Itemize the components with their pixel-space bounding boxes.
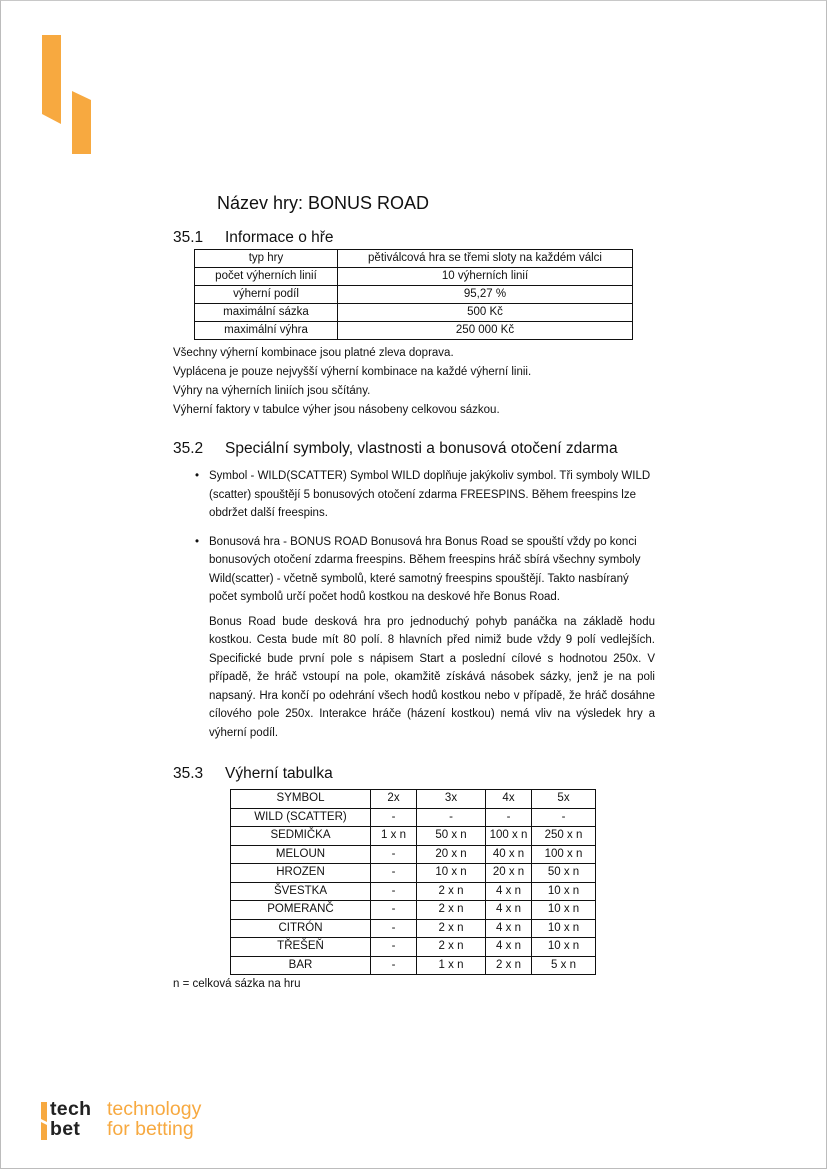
payout-cell: 10 x n	[532, 882, 596, 901]
payout-cell: -	[371, 901, 417, 920]
table-row	[231, 901, 596, 920]
payout-cell: 4 x n	[486, 938, 532, 957]
section-heading-35-2	[173, 440, 618, 458]
info-key: výherní podíl	[195, 286, 338, 304]
paytable-footnote: n = celková sázka na hru	[173, 978, 301, 990]
paytable	[230, 789, 596, 975]
payout-cell: 10 x n	[532, 938, 596, 957]
payout-cell: -	[371, 956, 417, 975]
payout-cell: 20 x n	[486, 864, 532, 883]
table-row	[231, 919, 596, 938]
symbol-cell: BAR	[231, 956, 371, 975]
section-title: Speciální symboly, vlastnosti a bonusová otočení zdarma	[225, 440, 618, 457]
payout-cell: -	[371, 808, 417, 827]
section-number: 35.1	[173, 229, 204, 246]
info-value: pětiválcová hra se třemi sloty na každém válci	[338, 250, 633, 268]
bullet-icon: •	[195, 470, 200, 482]
symbol-cell: ŠVESTKA	[231, 882, 371, 901]
section-heading-35-1	[173, 229, 334, 247]
payout-cell: 40 x n	[486, 845, 532, 864]
logo-bar-icon	[41, 1102, 47, 1140]
rule-line: Vyplácena je pouze nejvyšší výherní kombinace na každé výherní linii.	[173, 366, 532, 378]
rule-line: Všechny výherní kombinace jsou platné zleva doprava.	[173, 347, 454, 359]
payout-cell: 2 x n	[417, 919, 486, 938]
column-header: SYMBOL	[231, 790, 371, 809]
payout-cell: 10 x n	[417, 864, 486, 883]
column-header: 2x	[371, 790, 417, 809]
brand-mark-icon	[41, 34, 93, 156]
payout-cell: 2 x n	[417, 938, 486, 957]
info-key: počet výherních linií	[195, 268, 338, 286]
payout-cell: -	[371, 845, 417, 864]
payout-cell: -	[371, 938, 417, 957]
table-row	[195, 304, 633, 322]
payout-cell: 1 x n	[417, 956, 486, 975]
payout-cell: -	[371, 919, 417, 938]
bullet-text: Symbol - WILD(SCATTER) Symbol WILD doplňuje jakýkoliv symbol. Tři symboly WILD (scatter) spouštějí 5 bonusových otočení zdarma FREESPINS. Během freespins lze obdržet další freespins.	[209, 470, 651, 519]
table-row	[195, 250, 633, 268]
rules-list	[173, 344, 531, 420]
payout-cell: 2 x n	[417, 882, 486, 901]
payout-cell: -	[417, 808, 486, 827]
payout-cell: -	[371, 864, 417, 883]
symbol-cell: SEDMIČKA	[231, 827, 371, 846]
symbol-cell: HROZEN	[231, 864, 371, 883]
payout-cell: 10 x n	[532, 901, 596, 920]
payout-cell: -	[371, 882, 417, 901]
section-number: 35.3	[173, 765, 204, 782]
rule-line: Výherní faktory v tabulce výher jsou násobeny celkovou sázkou.	[173, 404, 500, 416]
payout-cell: 4 x n	[486, 882, 532, 901]
logo-tagline-2: for betting	[107, 1118, 194, 1140]
special-symbols-list	[193, 467, 655, 752]
section-title: Výherní tabulka	[225, 765, 333, 782]
payout-cell: 100 x n	[532, 845, 596, 864]
logo-tagline-1: technology	[107, 1098, 202, 1120]
payout-cell: 5 x n	[532, 956, 596, 975]
bullet-extra-text: Bonus Road bude desková hra pro jednoduchý pohyb panáčka na základě hodu kostkou. Cesta bude mít 80 polí. 8 hlavních před nimiž bude vždy 9 polí vedlejších. Specifické bude první pole s nápisem Start a poslední cílové s hodnotou 250x. V případě, že hráč vstoupí na pole, okamžitě získává násobek sázky, jenž je na poli napsaný. Hra končí po odehrání všech hodů kostkou nebo v případě, že hráč dosáhne cílového pole 250x. Interakce hráče (házení kostkou) nemá vliv na výsledek hry a výherní podíl.	[209, 615, 655, 739]
info-value: 10 výherních linií	[338, 268, 633, 286]
list-item	[193, 533, 655, 743]
table-row	[195, 286, 633, 304]
section-number: 35.2	[173, 440, 204, 457]
section-heading-35-3	[173, 765, 333, 783]
logo-word-bet: bet	[50, 1118, 81, 1140]
logo-word-tech: tech	[50, 1098, 92, 1120]
info-value: 250 000 Kč	[338, 322, 633, 340]
payout-cell: 20 x n	[417, 845, 486, 864]
payout-cell: 100 x n	[486, 827, 532, 846]
symbol-cell: MELOUN	[231, 845, 371, 864]
table-row	[231, 827, 596, 846]
column-header: 3x	[417, 790, 486, 809]
table-row	[231, 882, 596, 901]
table-row	[195, 268, 633, 286]
game-info-table	[194, 249, 633, 340]
payout-cell: 1 x n	[371, 827, 417, 846]
info-key: maximální výhra	[195, 322, 338, 340]
list-item	[193, 467, 655, 523]
payout-cell: 10 x n	[532, 919, 596, 938]
info-value: 500 Kč	[338, 304, 633, 322]
payout-cell: 250 x n	[532, 827, 596, 846]
payout-cell: 2 x n	[486, 956, 532, 975]
symbol-cell: CITRÓN	[231, 919, 371, 938]
payout-cell: -	[532, 808, 596, 827]
payout-cell: -	[486, 808, 532, 827]
column-header: 4x	[486, 790, 532, 809]
payout-cell: 4 x n	[486, 919, 532, 938]
info-key: maximální sázka	[195, 304, 338, 322]
section-title: Informace o hře	[225, 229, 334, 246]
table-row	[195, 322, 633, 340]
payout-cell: 2 x n	[417, 901, 486, 920]
bullet-icon: •	[195, 535, 200, 548]
table-row	[231, 845, 596, 864]
column-header: 5x	[532, 790, 596, 809]
rule-line: Výhry na výherních liniích jsou sčítány.	[173, 385, 371, 397]
table-header-row	[231, 790, 596, 809]
info-value: 95,27 %	[338, 286, 633, 304]
bullet-text: Bonusová hra - BONUS ROAD Bonusová hra Bonus Road se spouští vždy po konci bonusových otočení zdarma freespins. Během freespins hráč sbírá všechny symboly Wild(scatter) - včetně symbolů, které samotný freespins spouštějí. Takto nasbíraný počet symbolů určí počet hodů kostkou na deskové hře Bonus Road.	[209, 535, 641, 603]
document-title: Název hry: BONUS ROAD	[217, 193, 430, 213]
payout-cell: 50 x n	[417, 827, 486, 846]
info-key: typ hry	[195, 250, 338, 268]
table-row	[231, 956, 596, 975]
symbol-cell: POMERANČ	[231, 901, 371, 920]
table-row	[231, 938, 596, 957]
table-row	[231, 808, 596, 827]
symbol-cell: WILD (SCATTER)	[231, 808, 371, 827]
payout-cell: 50 x n	[532, 864, 596, 883]
symbol-cell: TŘEŠEŇ	[231, 938, 371, 957]
payout-cell: 4 x n	[486, 901, 532, 920]
table-row	[231, 864, 596, 883]
